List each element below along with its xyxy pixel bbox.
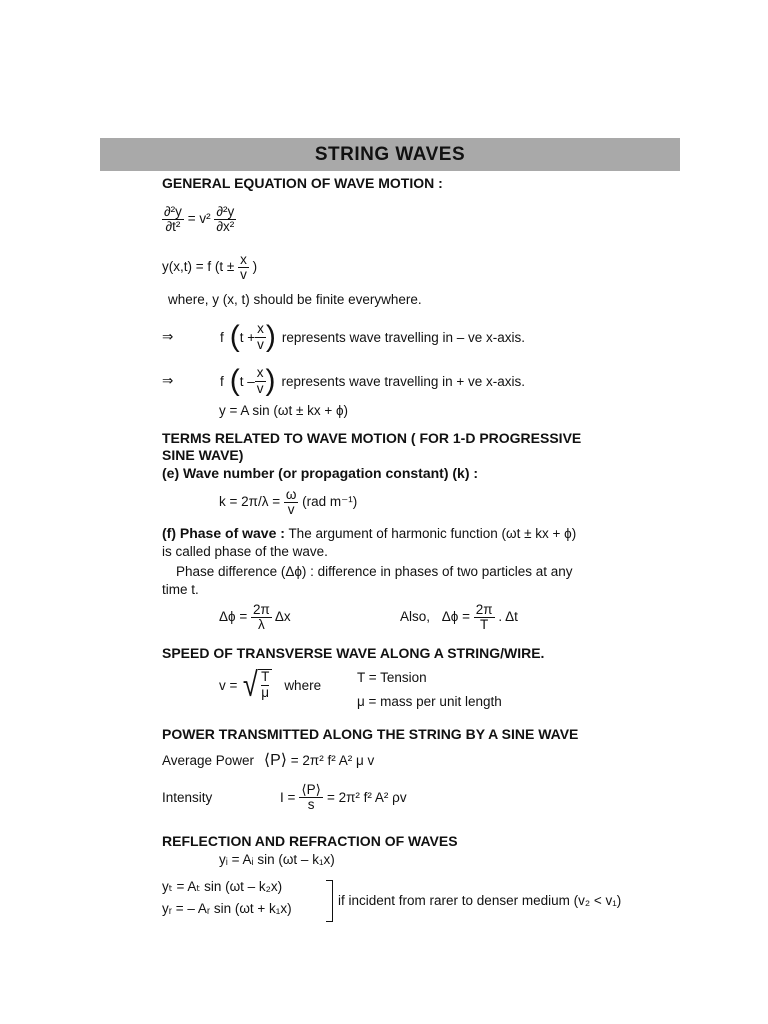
k-formula	[219, 488, 357, 517]
page-title: STRING WAVES	[314, 143, 466, 165]
dphi1-lhs: Δϕ =	[219, 609, 248, 625]
phase-diff-line2: time t.	[162, 582, 199, 597]
f-symbol: f	[220, 373, 224, 389]
tension-definition: T = Tension	[357, 670, 427, 685]
yxt-lhs: y(x,t) = f (t ±	[162, 259, 235, 275]
speed-lhs: v =	[219, 677, 238, 693]
intensity-rhs: = 2π² f² A² ρv	[326, 790, 407, 806]
sqrt-body	[258, 669, 272, 701]
wave-number-label: (e) Wave number (or propagation constant) (k) :	[162, 465, 479, 481]
paren-close: )	[265, 364, 276, 397]
intensity-num: ⟨P⟩	[301, 782, 321, 797]
paren-open: (	[229, 320, 240, 353]
power-heading: POWER TRANSMITTED ALONG THE STRING BY A SINE WAVE	[162, 726, 579, 742]
pos-fraction	[255, 366, 266, 395]
phase-line1	[162, 525, 576, 541]
dphi2-lhs: Δϕ =	[441, 609, 470, 625]
k-fraction	[284, 488, 299, 517]
yxt-fraction	[238, 253, 249, 282]
speed-den: μ	[261, 685, 270, 700]
pos-den: v	[256, 380, 264, 396]
average-power-line	[162, 750, 374, 770]
pde-rhs-den: ∂x²	[216, 219, 235, 235]
paren-close: )	[265, 320, 276, 353]
avg-power-rhs: = 2π² f² A² μ v	[290, 753, 375, 768]
intensity-label: Intensity	[162, 790, 213, 806]
neg-num: x	[257, 321, 264, 337]
avg-power-label: Average Power	[162, 753, 255, 768]
intensity-fraction	[299, 783, 323, 812]
yxt-num: x	[240, 252, 247, 267]
dphi1-fraction	[251, 603, 272, 632]
intensity-den: s	[307, 797, 315, 813]
wave-pde	[162, 205, 236, 234]
dphi1-den: λ	[258, 617, 265, 633]
dphi-dt-formula	[400, 603, 518, 632]
incident-wave-equation: yᵢ = Aᵢ sin (ωt – k₁x)	[219, 852, 335, 867]
terms-heading-line1: TERMS RELATED TO WAVE MOTION ( FOR 1-D PROGRESSIVE	[162, 430, 582, 446]
implies-arrow: ⇒	[162, 373, 174, 388]
right-bracket	[326, 880, 333, 922]
paren-open: (	[229, 364, 240, 397]
dphi2-den: T	[480, 617, 489, 633]
dphi2-rhs: . Δt	[498, 609, 518, 625]
dphi1-rhs: Δx	[274, 609, 291, 625]
phase-text1: The argument of harmonic function (ωt ± kx + ϕ)	[288, 526, 577, 541]
also-label: Also,	[400, 609, 431, 625]
speed-where: where	[284, 677, 322, 693]
intensity-line	[162, 783, 407, 812]
speed-formula	[219, 668, 321, 702]
avg-p-symbol: ⟨P⟩	[263, 752, 287, 769]
pos-description: represents wave travelling in + ve x-axis.	[281, 373, 526, 389]
pde-rhs-num: ∂²y	[216, 204, 235, 219]
dphi2-fraction	[474, 603, 495, 632]
implies-arrow: ⇒	[162, 329, 174, 344]
pos-num: x	[256, 365, 264, 381]
positive-direction-line	[162, 366, 525, 396]
phase-diff-line1: Phase difference (Δϕ) : difference in phases of two particles at any	[176, 564, 573, 579]
sine-wave-equation: y = A sin (ωt ± kx + ϕ)	[219, 403, 349, 418]
pos-inner: t –	[239, 373, 255, 389]
pde-lhs-den: ∂t²	[165, 219, 181, 235]
mass-definition: μ = mass per unit length	[357, 694, 502, 709]
speed-num: T	[261, 669, 270, 685]
dphi-dx-formula	[219, 603, 291, 632]
pde-equals: = v²	[187, 211, 211, 227]
pde-rhs-fraction	[214, 205, 236, 234]
dphi1-num: 2π	[252, 602, 270, 617]
phase-line2: is called phase of the wave.	[162, 544, 328, 559]
neg-description: represents wave travelling in – ve x-axis.	[281, 329, 526, 345]
pde-lhs-num: ∂²y	[164, 204, 182, 219]
yxt-close: )	[252, 259, 258, 275]
terms-heading-line2: SINE WAVE)	[162, 447, 244, 463]
speed-heading: SPEED OF TRANSVERSE WAVE ALONG A STRING/WIRE.	[162, 645, 545, 661]
yxt-equation	[162, 253, 257, 282]
pde-lhs-fraction	[162, 205, 184, 234]
f-symbol: f	[220, 329, 224, 345]
where-finite: where, y (x, t) should be finite everywhere.	[168, 292, 422, 307]
k-den: v	[287, 502, 295, 518]
radical-sign: √	[243, 666, 259, 704]
transmitted-wave-equation: yₜ = Aₜ sin (ωt – k₂x)	[162, 879, 283, 894]
neg-den: v	[257, 336, 264, 352]
k-lhs: k = 2π/λ =	[219, 494, 281, 510]
intensity-lhs: I =	[280, 790, 296, 806]
reflected-wave-equation: yᵣ = – Aᵣ sin (ωt + k₁x)	[162, 901, 292, 916]
sqrt-symbol	[241, 668, 272, 702]
k-num: ω	[285, 487, 297, 502]
neg-fraction	[255, 322, 266, 351]
k-unit: (rad m⁻¹)	[302, 494, 358, 510]
general-heading: GENERAL EQUATION OF WAVE MOTION :	[162, 175, 443, 191]
title-bar	[100, 138, 680, 171]
medium-condition: if incident from rarer to denser medium (v₂ < v₁)	[338, 893, 622, 908]
yxt-den: v	[240, 267, 247, 283]
phase-label: (f) Phase of wave :	[162, 525, 285, 541]
neg-inner: t +	[239, 329, 256, 345]
negative-direction-line	[162, 322, 525, 352]
reflection-heading: REFLECTION AND REFRACTION OF WAVES	[162, 833, 458, 849]
dphi2-num: 2π	[475, 602, 493, 617]
